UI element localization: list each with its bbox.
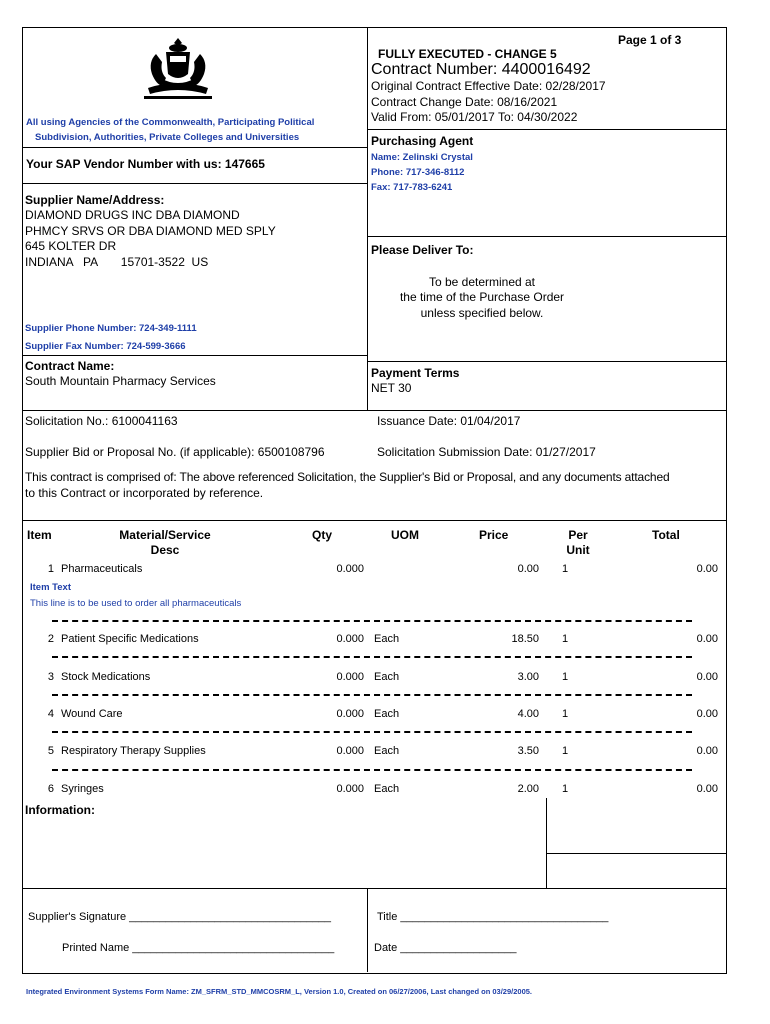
agencies-line-2: Subdivision, Authorities, Private Colleges and Universities — [35, 132, 300, 143]
date-field[interactable]: Date ___________________ — [374, 942, 517, 954]
row-per: 1 — [562, 563, 569, 575]
sap-vendor-number: Your SAP Vendor Number with us: 147665 — [26, 157, 265, 171]
supplier-line-1: DIAMOND DRUGS INC DBA DIAMOND — [25, 208, 240, 222]
contract-number: Contract Number: 4400016492 — [371, 61, 591, 78]
col-total: Total — [652, 528, 680, 542]
row-desc: Patient Specific Medications — [61, 633, 199, 645]
solicitation-number: Solicitation No.: 6100041163 — [25, 414, 178, 428]
row-uom: Each — [374, 745, 400, 757]
purchasing-agent-title: Purchasing Agent — [371, 134, 474, 148]
row-price: 3.50 — [517, 745, 539, 757]
coat-of-arms-icon — [138, 36, 218, 102]
col-uom: UOM — [391, 528, 419, 542]
divider — [546, 853, 726, 854]
row-per: 1 — [562, 745, 569, 757]
supplier-line-3: 645 KOLTER DR — [25, 239, 117, 253]
deliver-line-1: To be determined at — [428, 275, 536, 289]
divider — [22, 355, 368, 356]
divider — [22, 888, 726, 889]
submission-date: Solicitation Submission Date: 01/27/2017 — [377, 445, 596, 459]
deliver-line-3: unless specified below. — [420, 306, 544, 320]
contract-change-date: Contract Change Date: 08/16/2021 — [371, 95, 558, 109]
title-field[interactable]: Title __________________________________ — [377, 911, 609, 923]
bid-number: Supplier Bid or Proposal No. (if applicable): 6500108796 — [25, 445, 325, 459]
row-per: 1 — [562, 783, 569, 795]
row-uom: Each — [374, 671, 400, 683]
row-price: 18.50 — [511, 633, 539, 645]
row-separator — [52, 694, 692, 696]
contract-name-value: South Mountain Pharmacy Services — [25, 374, 216, 388]
payment-terms-value: NET 30 — [371, 381, 412, 395]
printed-name-field[interactable]: Printed Name _________________________________ — [62, 942, 335, 954]
row-number: 2 — [47, 633, 54, 645]
page-number: Page 1 of 3 — [618, 33, 682, 47]
col-qty: Qty — [312, 528, 333, 542]
supplier-line-4: INDIANA PA 15701-3522 US — [25, 255, 209, 269]
row-total: 0.00 — [696, 563, 718, 575]
row-separator — [52, 656, 692, 658]
row-total: 0.00 — [696, 745, 718, 757]
deliver-line-2: the time of the Purchase Order — [399, 290, 565, 304]
row-desc: Stock Medications — [61, 671, 151, 683]
row-per: 1 — [562, 708, 569, 720]
row-per: 1 — [562, 671, 569, 683]
row-price: 0.00 — [517, 563, 539, 575]
row-uom: Each — [374, 708, 400, 720]
row-price: 3.00 — [517, 671, 539, 683]
row-qty: 0.000 — [336, 563, 364, 575]
row-desc: Respiratory Therapy Supplies — [61, 745, 206, 757]
agent-phone: Phone: 717-346-8112 — [371, 167, 465, 178]
supplier-fax: Supplier Fax Number: 724-599-3666 — [25, 341, 186, 352]
col-desc-2: Desc — [150, 543, 180, 557]
row-total: 0.00 — [696, 708, 718, 720]
divider — [22, 520, 726, 521]
col-desc: Material/Service — [119, 528, 211, 542]
comprised-line-1: This contract is comprised of: The above referenced Solicitation, the Supplier's Bid or Proposal, and any documents attached — [25, 470, 670, 484]
row-total: 0.00 — [696, 783, 718, 795]
item-text: This line is to be used to order all pharmaceuticals — [30, 598, 242, 609]
row-qty: 0.000 — [336, 745, 364, 757]
col-per: Per — [568, 528, 588, 542]
divider — [22, 183, 368, 184]
divider — [22, 147, 368, 148]
agent-name: Name: Zelinski Crystal — [371, 152, 473, 163]
col-price: Price — [479, 528, 509, 542]
row-desc: Pharmaceuticals — [61, 563, 143, 575]
divider — [546, 798, 547, 888]
row-separator — [52, 731, 692, 733]
row-total: 0.00 — [696, 633, 718, 645]
row-number: 6 — [47, 783, 54, 795]
row-price: 2.00 — [517, 783, 539, 795]
divider — [22, 410, 726, 411]
issuance-date: Issuance Date: 01/04/2017 — [377, 414, 521, 428]
item-text-label: Item Text — [30, 582, 72, 593]
agent-fax: Fax: 717-783-6241 — [371, 182, 453, 193]
row-qty: 0.000 — [336, 671, 364, 683]
row-number: 3 — [47, 671, 54, 683]
row-number: 1 — [47, 563, 54, 575]
row-desc: Syringes — [61, 783, 104, 795]
supplier-signature-field[interactable]: Supplier's Signature _________________________________ — [28, 911, 332, 923]
row-per: 1 — [562, 633, 569, 645]
row-separator — [52, 769, 692, 771]
original-effective-date: Original Contract Effective Date: 02/28/2017 — [371, 79, 606, 93]
supplier-line-2: PHMCY SRVS OR DBA DIAMOND MED SPLY — [25, 224, 276, 238]
divider — [368, 236, 726, 237]
row-uom: Each — [374, 633, 400, 645]
comprised-line-2: to this Contract or incorporated by reference. — [25, 486, 264, 500]
valid-dates: Valid From: 05/01/2017 To: 04/30/2022 — [371, 110, 578, 124]
row-separator — [52, 620, 692, 622]
col-item: Item — [27, 528, 52, 542]
row-qty: 0.000 — [336, 783, 364, 795]
supplier-label: Supplier Name/Address: — [25, 193, 165, 207]
contract-name-label: Contract Name: — [25, 359, 115, 373]
supplier-phone: Supplier Phone Number: 724-349-1111 — [25, 323, 197, 334]
row-price: 4.00 — [517, 708, 539, 720]
row-number: 4 — [47, 708, 54, 720]
form-footer: Integrated Environment Systems Form Name: ZM_SFRM_STD_MMCOSRM_L, Version 1.0, Created on 06/27/2006, Last changed on 03/29/2005. — [26, 987, 532, 996]
agencies-line-1: All using Agencies of the Commonwealth, Participating Political — [26, 117, 315, 128]
row-total: 0.00 — [696, 671, 718, 683]
col-per-2: Unit — [566, 543, 590, 557]
row-uom: Each — [374, 783, 400, 795]
row-number: 5 — [47, 745, 54, 757]
row-qty: 0.000 — [336, 708, 364, 720]
divider — [367, 27, 368, 410]
row-qty: 0.000 — [336, 633, 364, 645]
divider — [368, 361, 726, 362]
deliver-to-title: Please Deliver To: — [371, 243, 474, 257]
divider — [367, 888, 368, 972]
payment-terms-label: Payment Terms — [371, 366, 460, 380]
information-label: Information: — [25, 803, 95, 817]
divider — [368, 129, 726, 130]
contract-status: FULLY EXECUTED - CHANGE 5 — [378, 47, 557, 61]
row-desc: Wound Care — [61, 708, 123, 720]
